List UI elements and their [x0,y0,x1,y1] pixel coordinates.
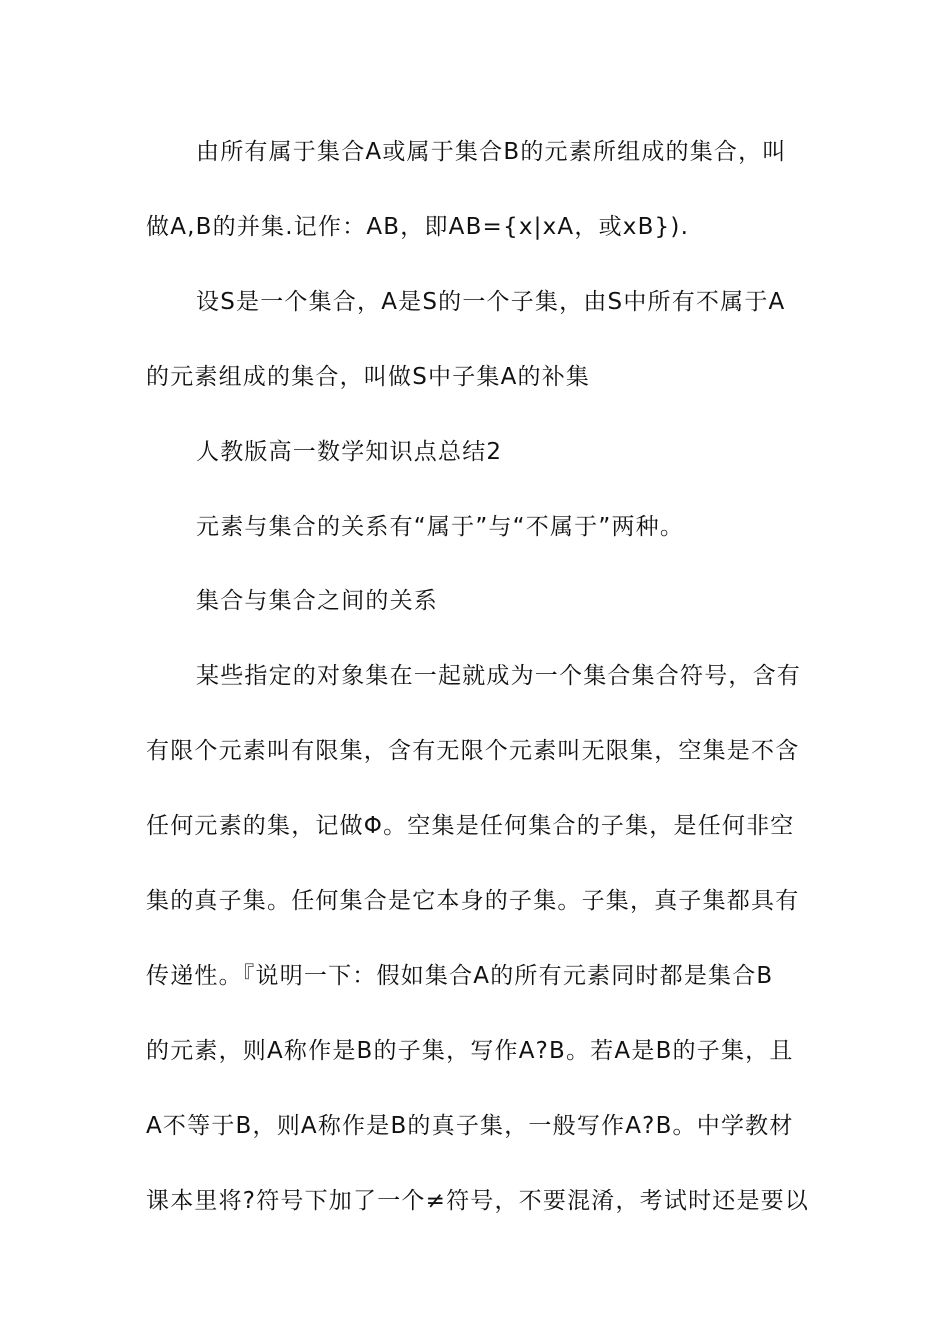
line-text: 由所有属于集合A或属于集合B的元素所组成的集合，叫 [196,139,787,165]
line-text: 某些指定的对象集在一起就成为一个集合集合符号，含有 [196,663,801,689]
section-heading [0,432,950,472]
paragraph-line [0,132,950,172]
line-text: 做A,B的并集.记作：AB，即AB={x|xA，或xB}). [146,214,690,240]
line-text: 任何元素的集，记做Φ。空集是任何集合的子集，是任何非空 [146,813,795,839]
line-text: 集合与集合之间的关系 [196,588,438,614]
paragraph-line [0,357,950,397]
line-text: 元素与集合的关系有“属于”与“不属于”两种。 [196,514,685,540]
paragraph-line [0,507,950,547]
paragraph-line [0,1181,950,1221]
paragraph-line [0,1106,950,1146]
paragraph-line [0,731,950,771]
line-text: 有限个元素叫有限集，含有无限个元素叫无限集，空集是不含 [146,738,800,764]
paragraph-line [0,581,950,621]
line-text: 课本里将?符号下加了一个≠符号，不要混淆，考试时还是要以 [146,1188,810,1214]
paragraph-line [0,282,950,322]
line-text: 传递性。『说明一下：假如集合A的所有元素同时都是集合B [146,963,774,989]
line-text: 设S是一个集合，A是S的一个子集，由S中所有不属于A [196,289,786,315]
line-text: 的元素组成的集合，叫做S中子集A的补集 [146,364,591,390]
paragraph-line [0,881,950,921]
line-text: 集的真子集。任何集合是它本身的子集。子集，真子集都具有 [146,888,800,914]
line-text: A不等于B，则A称作是B的真子集，一般写作A?B。中学教材 [146,1113,794,1139]
paragraph-line [0,656,950,696]
paragraph-line [0,1031,950,1071]
line-text: 人教版高一数学知识点总结2 [196,439,503,465]
line-text: 的元素，则A称作是B的子集，写作A?B。若A是B的子集，且 [146,1038,794,1064]
paragraph-line [0,207,950,247]
paragraph-line [0,956,950,996]
paragraph-line [0,806,950,846]
